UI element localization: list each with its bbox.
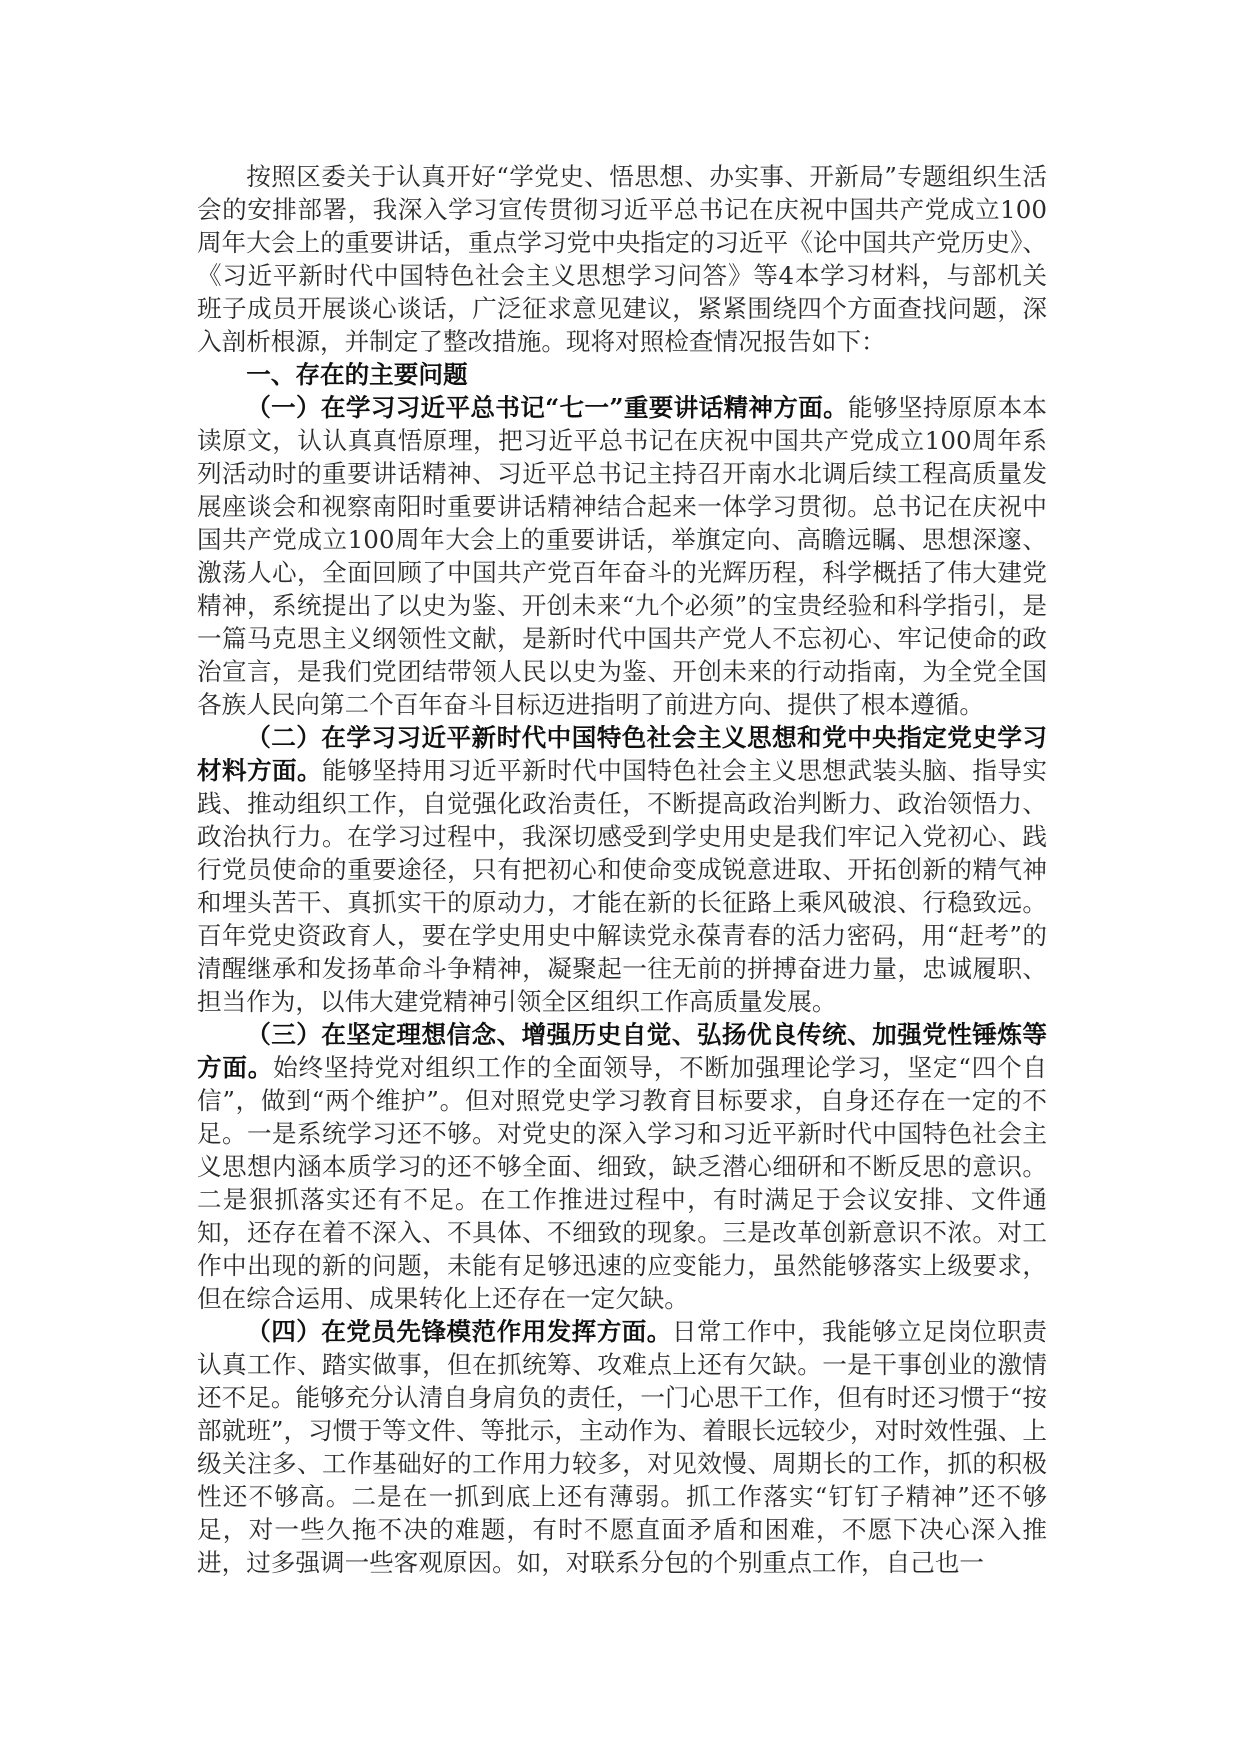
section-2-title: （二）在学习习近平新时代中国特色社会主义思想和党中央指定党史学习材料方面。 <box>197 723 1047 785</box>
section-2-text: 能够坚持用习近平新时代中国特色社会主义思想武装头脑、指导实践、推动组织工作，自觉强化政治责任，不断提高政治判断力、政治领悟力、政治执行力。在学习过程中，我深切感受到学史用史是我们牢记入党初心、践行党员使命的重要途径，只有把初心和使命变成锐意进取、开拓创新的精气神和埋头苦干、真抓实干的原动力，才能在新的长征路上乘风破浪、行稳致远。百年党史资政育人，要在学史用史中解读党永葆青春的活力密码，用“赶考”的清醒继承和发扬革命斗争精神，凝聚起一往无前的拼搏奋进力量，忠诚履职、担当作为，以伟大建党精神引领全区组织工作高质量发展。 <box>197 756 1047 1016</box>
section-4-title: （四）在党员先锋模范作用发挥方面。 <box>246 1317 672 1346</box>
section-1-title: （一）在学习习近平总书记“七一”重要讲话精神方面。 <box>246 393 849 422</box>
section-2-paragraph <box>197 721 1047 1018</box>
section-4-text: 日常工作中，我能够立足岗位职责认真工作、踏实做事，但在抓统筹、攻难点上还有欠缺。一是干事创业的激情还不足。能够充分认清自身肩负的责任，一门心思干工作，但有时还习惯于“按部就班”，习惯于等文件、等批示，主动作为、着眼长远较少，对时效性强、上级关注多、工作基础好的工作用力较多，对见效慢、周期长的工作，抓的积极性还不够高。二是在一抓到底上还有薄弱。抓工作落实“钉钉子精神”还不够足，对一些久拖不决的难题，有时不愿直面矛盾和困难，不愿下决心深入推进，过多强调一些客观原因。如，对联系分包的个别重点工作，自己也一 <box>197 1317 1047 1577</box>
section-heading: 一、存在的主要问题 <box>246 360 468 389</box>
section-1-text: 能够坚持原原本本读原文，认认真真悟原理，把习近平总书记在庆祝中国共产党成立100周年系列活动时的重要讲话精神、习近平总书记主持召开南水北调后续工程高质量发展座谈会和视察南阳时重要讲话精神结合起来一体学习贯彻。总书记在庆祝中国共产党成立100周年大会上的重要讲话，举旗定向、高瞻远瞩、思想深邃、激荡人心，全面回顾了中国共产党百年奋斗的光辉历程，科学概括了伟大建党精神，系统提出了以史为鉴、开创未来“九个必须”的宝贵经验和科学指引，是一篇马克思主义纲领性文献，是新时代中国共产党人不忘初心、牢记使命的政治宣言，是我们党团结带领人民以史为鉴、开创未来的行动指南，为全党全国各族人民向第二个百年奋斗目标迈进指明了前进方向、提供了根本遵循。 <box>197 393 1047 719</box>
document-page <box>197 160 1047 1579</box>
section-3-title: （三）在坚定理想信念、增强历史自觉、弘扬优良传统、加强党性锤炼等方面。 <box>197 1020 1047 1082</box>
section-3-text: 始终坚持党对组织工作的全面领导，不断加强理论学习，坚定“四个自信”，做到“两个维护”。但对照党史学习教育目标要求，自身还存在一定的不足。一是系统学习还不够。对党史的深入学习和习近平新时代中国特色社会主义思想内涵本质学习的还不够全面、细致，缺乏潜心细研和不断反思的意识。二是狠抓落实还有不足。在工作推进过程中，有时满足于会议安排、文件通知，还存在着不深入、不具体、不细致的现象。三是改革创新意识不浓。对工作中出现的新的问题，未能有足够迅速的应变能力，虽然能够落实上级要求，但在综合运用、成果转化上还存在一定欠缺。 <box>197 1053 1047 1313</box>
section-1-paragraph <box>197 391 1047 721</box>
section-3-paragraph <box>197 1018 1047 1315</box>
section-4-paragraph <box>197 1315 1047 1579</box>
intro-paragraph: 按照区委关于认真开好“学党史、悟思想、办实事、开新局”专题组织生活会的安排部署，我深入学习宣传贯彻习近平总书记在庆祝中国共产党成立100周年大会上的重要讲话，重点学习党中央指定的习近平《论中国共产党历史》、《习近平新时代中国特色社会主义思想学习问答》等4本学习材料，与部机关班子成员开展谈心谈话，广泛征求意见建议，紧紧围绕四个方面查找问题，深入剖析根源，并制定了整改措施。现将对照检查情况报告如下： <box>197 162 1047 356</box>
